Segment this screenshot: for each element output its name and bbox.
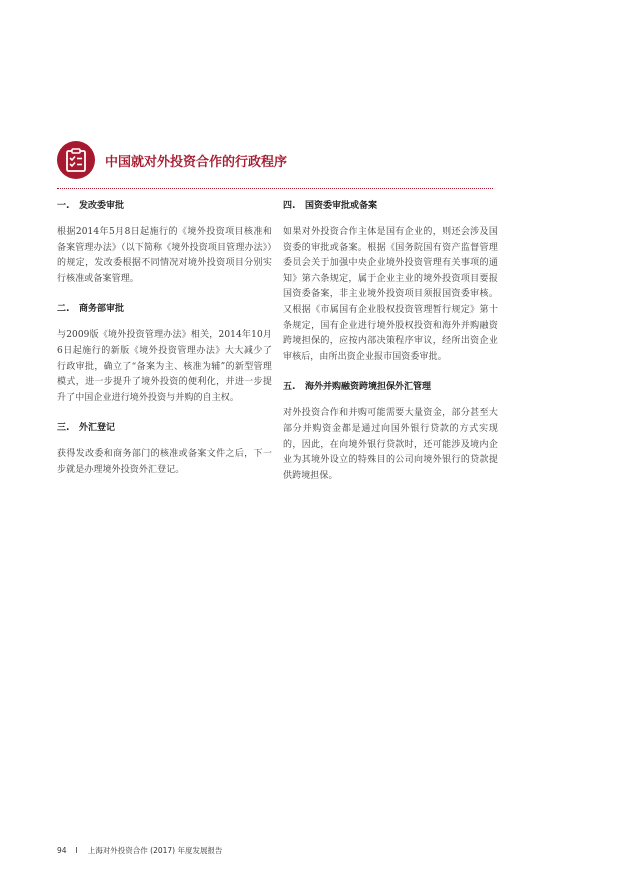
heading-sasac-approval <box>283 198 498 211</box>
heading-label: 发改委审批 <box>79 201 125 211</box>
heading-mofcom-approval <box>57 301 272 314</box>
paragraph-mofcom-approval: 与2009版《境外投资管理办法》相关，2014年10月6日起施行的新版《境外投资管理办法》大大减少了行政审批，确立了“备案为主、核准为辅”的新型管理模式，进一步提升了境外投资的便利化，并进一步提升了中国企业进行境外投资与并购的自主权。 <box>57 330 272 403</box>
section-title: 中国就对外投资合作的行政程序 <box>105 155 288 170</box>
heading-number: 二. <box>57 304 70 315</box>
page-footer <box>57 845 222 856</box>
heading-label: 海外并购融资跨境担保外汇管理 <box>305 382 432 393</box>
heading-cross-border-guarantee <box>283 379 498 392</box>
paragraph-cross-border-guarantee: 对外投资合作和并购可能需要大量资金，部分甚至大部分并购资金都是通过向国外银行贷款的方式实现的，因此，在向境外银行贷款时，还可能涉及境内企业为其境外设立的特殊目的公司向境外银行的贷款提供跨境担保。 <box>283 408 498 481</box>
page-number: 94 <box>57 846 67 855</box>
heading-number: 三. <box>57 423 70 434</box>
clipboard-checklist-icon <box>57 141 95 179</box>
heading-number: 四. <box>283 201 296 211</box>
heading-number: 五. <box>283 382 296 393</box>
heading-ndrc-approval <box>57 198 272 211</box>
paragraph-sasac-approval: 如果对外投资合作主体是国有企业的，则还会涉及国资委的审批或备案。根据《国务院国有资产监督管理委员会关于加强中央企业境外投资管理有关事项的通知》第六条规定，属于企业主业的境外投资项目要报国资委备案，非主业境外投资项目须报国资委审核。又根据《市属国有企业股权投资管理暂行规定》第十条规定，国有企业进行境外股权投资和海外并购融资跨境担保的，应按内部决策程序审议，经所出资企业审核后，由所出资企业报市国资委审批。 <box>283 227 498 362</box>
paragraph-ndrc-approval: 根据2014年5月8日起施行的《境外投资项目核准和备案管理办法》（以下简称《境外投资项目管理办法》）的规定，发改委根据不同情况对境外投资项目分别实行核准或备案管理。 <box>57 227 272 284</box>
section-header <box>57 141 493 189</box>
heading-number: 一. <box>57 201 70 211</box>
heading-label: 商务部审批 <box>79 304 125 315</box>
paragraph-forex-registration: 获得发改委和商务部门的核准或备案文件之后，下一步就是办理境外投资外汇登记。 <box>57 449 272 475</box>
heading-forex-registration <box>57 420 272 433</box>
footer-separator: I <box>75 846 78 855</box>
left-column <box>57 198 272 493</box>
dotted-divider <box>57 188 493 189</box>
heading-label: 国资委审批或备案 <box>305 201 378 211</box>
right-column <box>283 198 498 498</box>
heading-label: 外汇登记 <box>79 423 116 434</box>
report-title: 上海对外投资合作 (2017) 年度发展报告 <box>87 846 223 855</box>
